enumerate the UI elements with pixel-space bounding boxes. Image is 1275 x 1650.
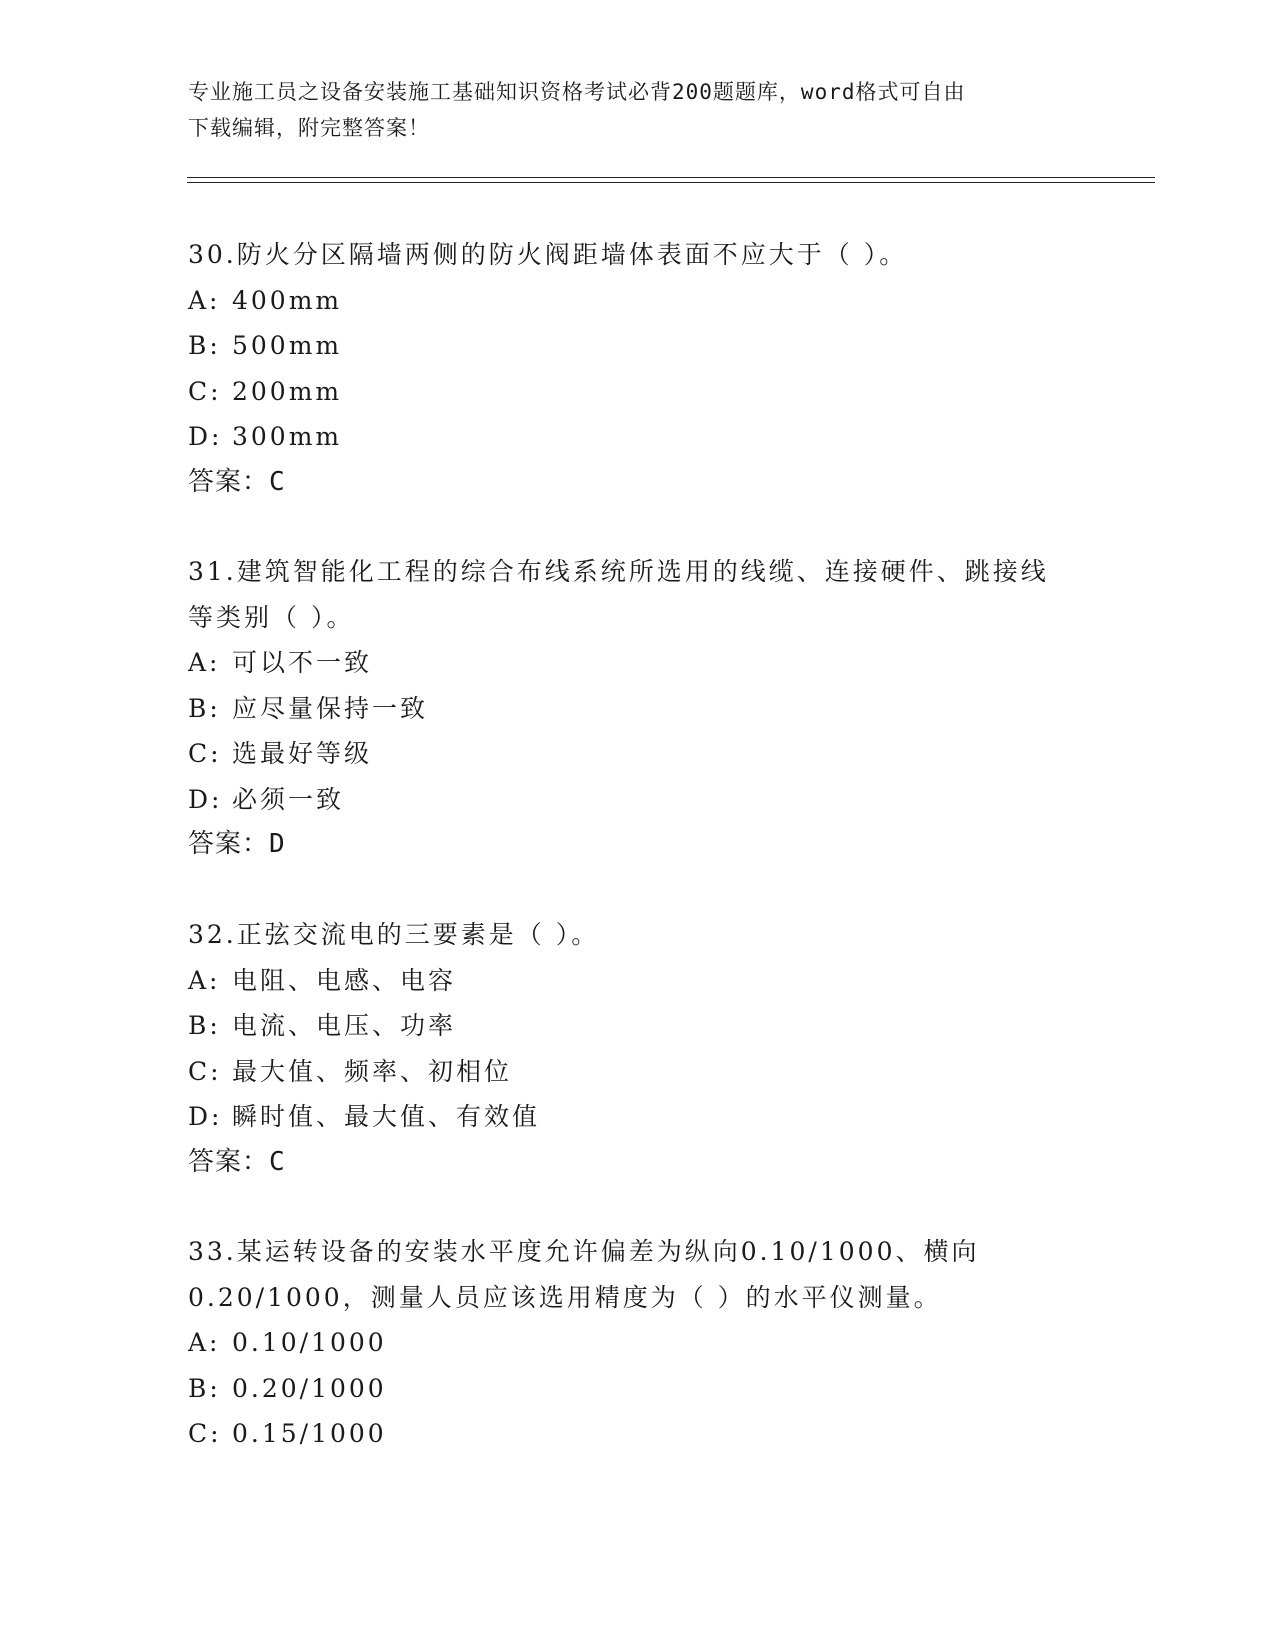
- question-32: [188, 912, 1088, 1185]
- option-prefix: C:: [188, 1419, 222, 1448]
- option-text: 瞬时值、最大值、有效值: [232, 1102, 541, 1131]
- option-text: 最大值、频率、初相位: [232, 1056, 513, 1086]
- option-text: 200mm: [232, 376, 343, 406]
- option-prefix: B:: [188, 331, 221, 360]
- option-c: [188, 731, 1088, 777]
- option-prefix: D:: [188, 422, 223, 451]
- option-prefix: A:: [188, 965, 221, 995]
- question-33: [188, 1229, 1088, 1457]
- option-text: 选最好等级: [232, 739, 373, 768]
- option-prefix: A:: [188, 285, 221, 315]
- option-a: [188, 278, 1088, 324]
- option-b: [188, 323, 1088, 369]
- option-b: [188, 1366, 1088, 1412]
- option-d: [188, 777, 1088, 823]
- option-c: [188, 1049, 1088, 1095]
- option-d: [188, 414, 1088, 460]
- question-stem: 33.某运转设备的安装水平度允许偏差为纵向0.10/1000、横向: [188, 1237, 980, 1266]
- option-text: 应尽量保持一致: [232, 693, 429, 723]
- option-b: [188, 1003, 1088, 1049]
- header-line-2: 下载编辑，附完整答案！: [188, 116, 430, 140]
- option-prefix: D:: [188, 1102, 223, 1131]
- option-c: [188, 1411, 1088, 1457]
- option-prefix: C:: [188, 1056, 222, 1086]
- option-d: [188, 1094, 1088, 1140]
- question-stem: 30.防火分区隔墙两侧的防火阀距墙体表面不应大于（ ）。: [188, 240, 908, 269]
- option-text: 电流、电压、功率: [232, 1011, 457, 1040]
- question-stem: 32.正弦交流电的三要素是（ ）。: [188, 920, 600, 949]
- question-stem: 31.建筑智能化工程的综合布线系统所选用的线缆、连接硬件、跳接线: [188, 557, 1049, 586]
- option-prefix: A:: [188, 648, 221, 677]
- answer-line: 答案：D: [188, 829, 286, 859]
- option-text: 0.20/1000: [232, 1373, 387, 1403]
- question-stem-continued: 0.20/1000，测量人员应该选用精度为（ ）的水平仪测量。: [188, 1282, 942, 1312]
- header-rule-top: [187, 177, 1155, 178]
- option-b: [188, 686, 1088, 732]
- option-prefix: D:: [188, 784, 223, 814]
- question-stem-continued: 等类别（ ）。: [188, 602, 355, 632]
- option-text: 0.15/1000: [232, 1419, 387, 1448]
- option-prefix: A:: [188, 1328, 221, 1357]
- option-prefix: B:: [188, 1373, 221, 1403]
- option-text: 可以不一致: [232, 648, 373, 677]
- option-prefix: B:: [188, 693, 221, 723]
- answer-line: 答案：C: [188, 466, 286, 497]
- option-text: 必须一致: [232, 784, 345, 814]
- header-rule-bottom: [187, 182, 1155, 183]
- header-line-1: 专业施工员之设备安装施工基础知识资格考试必背200题题库，word格式可自由: [188, 80, 966, 104]
- option-a: [188, 640, 1088, 686]
- question-31: [188, 549, 1088, 868]
- option-prefix: C:: [188, 376, 222, 406]
- option-a: [188, 1320, 1088, 1366]
- option-c: [188, 369, 1088, 415]
- option-text: 500mm: [232, 331, 343, 360]
- option-text: 400mm: [232, 285, 343, 315]
- option-text: 300mm: [232, 422, 343, 451]
- option-prefix: B:: [188, 1011, 221, 1040]
- answer-line: 答案：C: [188, 1146, 286, 1177]
- document-header: [188, 74, 1088, 146]
- option-text: 电阻、电感、电容: [232, 965, 457, 995]
- option-prefix: C:: [188, 739, 222, 768]
- question-30: [188, 232, 1088, 505]
- option-a: [188, 958, 1088, 1004]
- option-text: 0.10/1000: [232, 1328, 387, 1357]
